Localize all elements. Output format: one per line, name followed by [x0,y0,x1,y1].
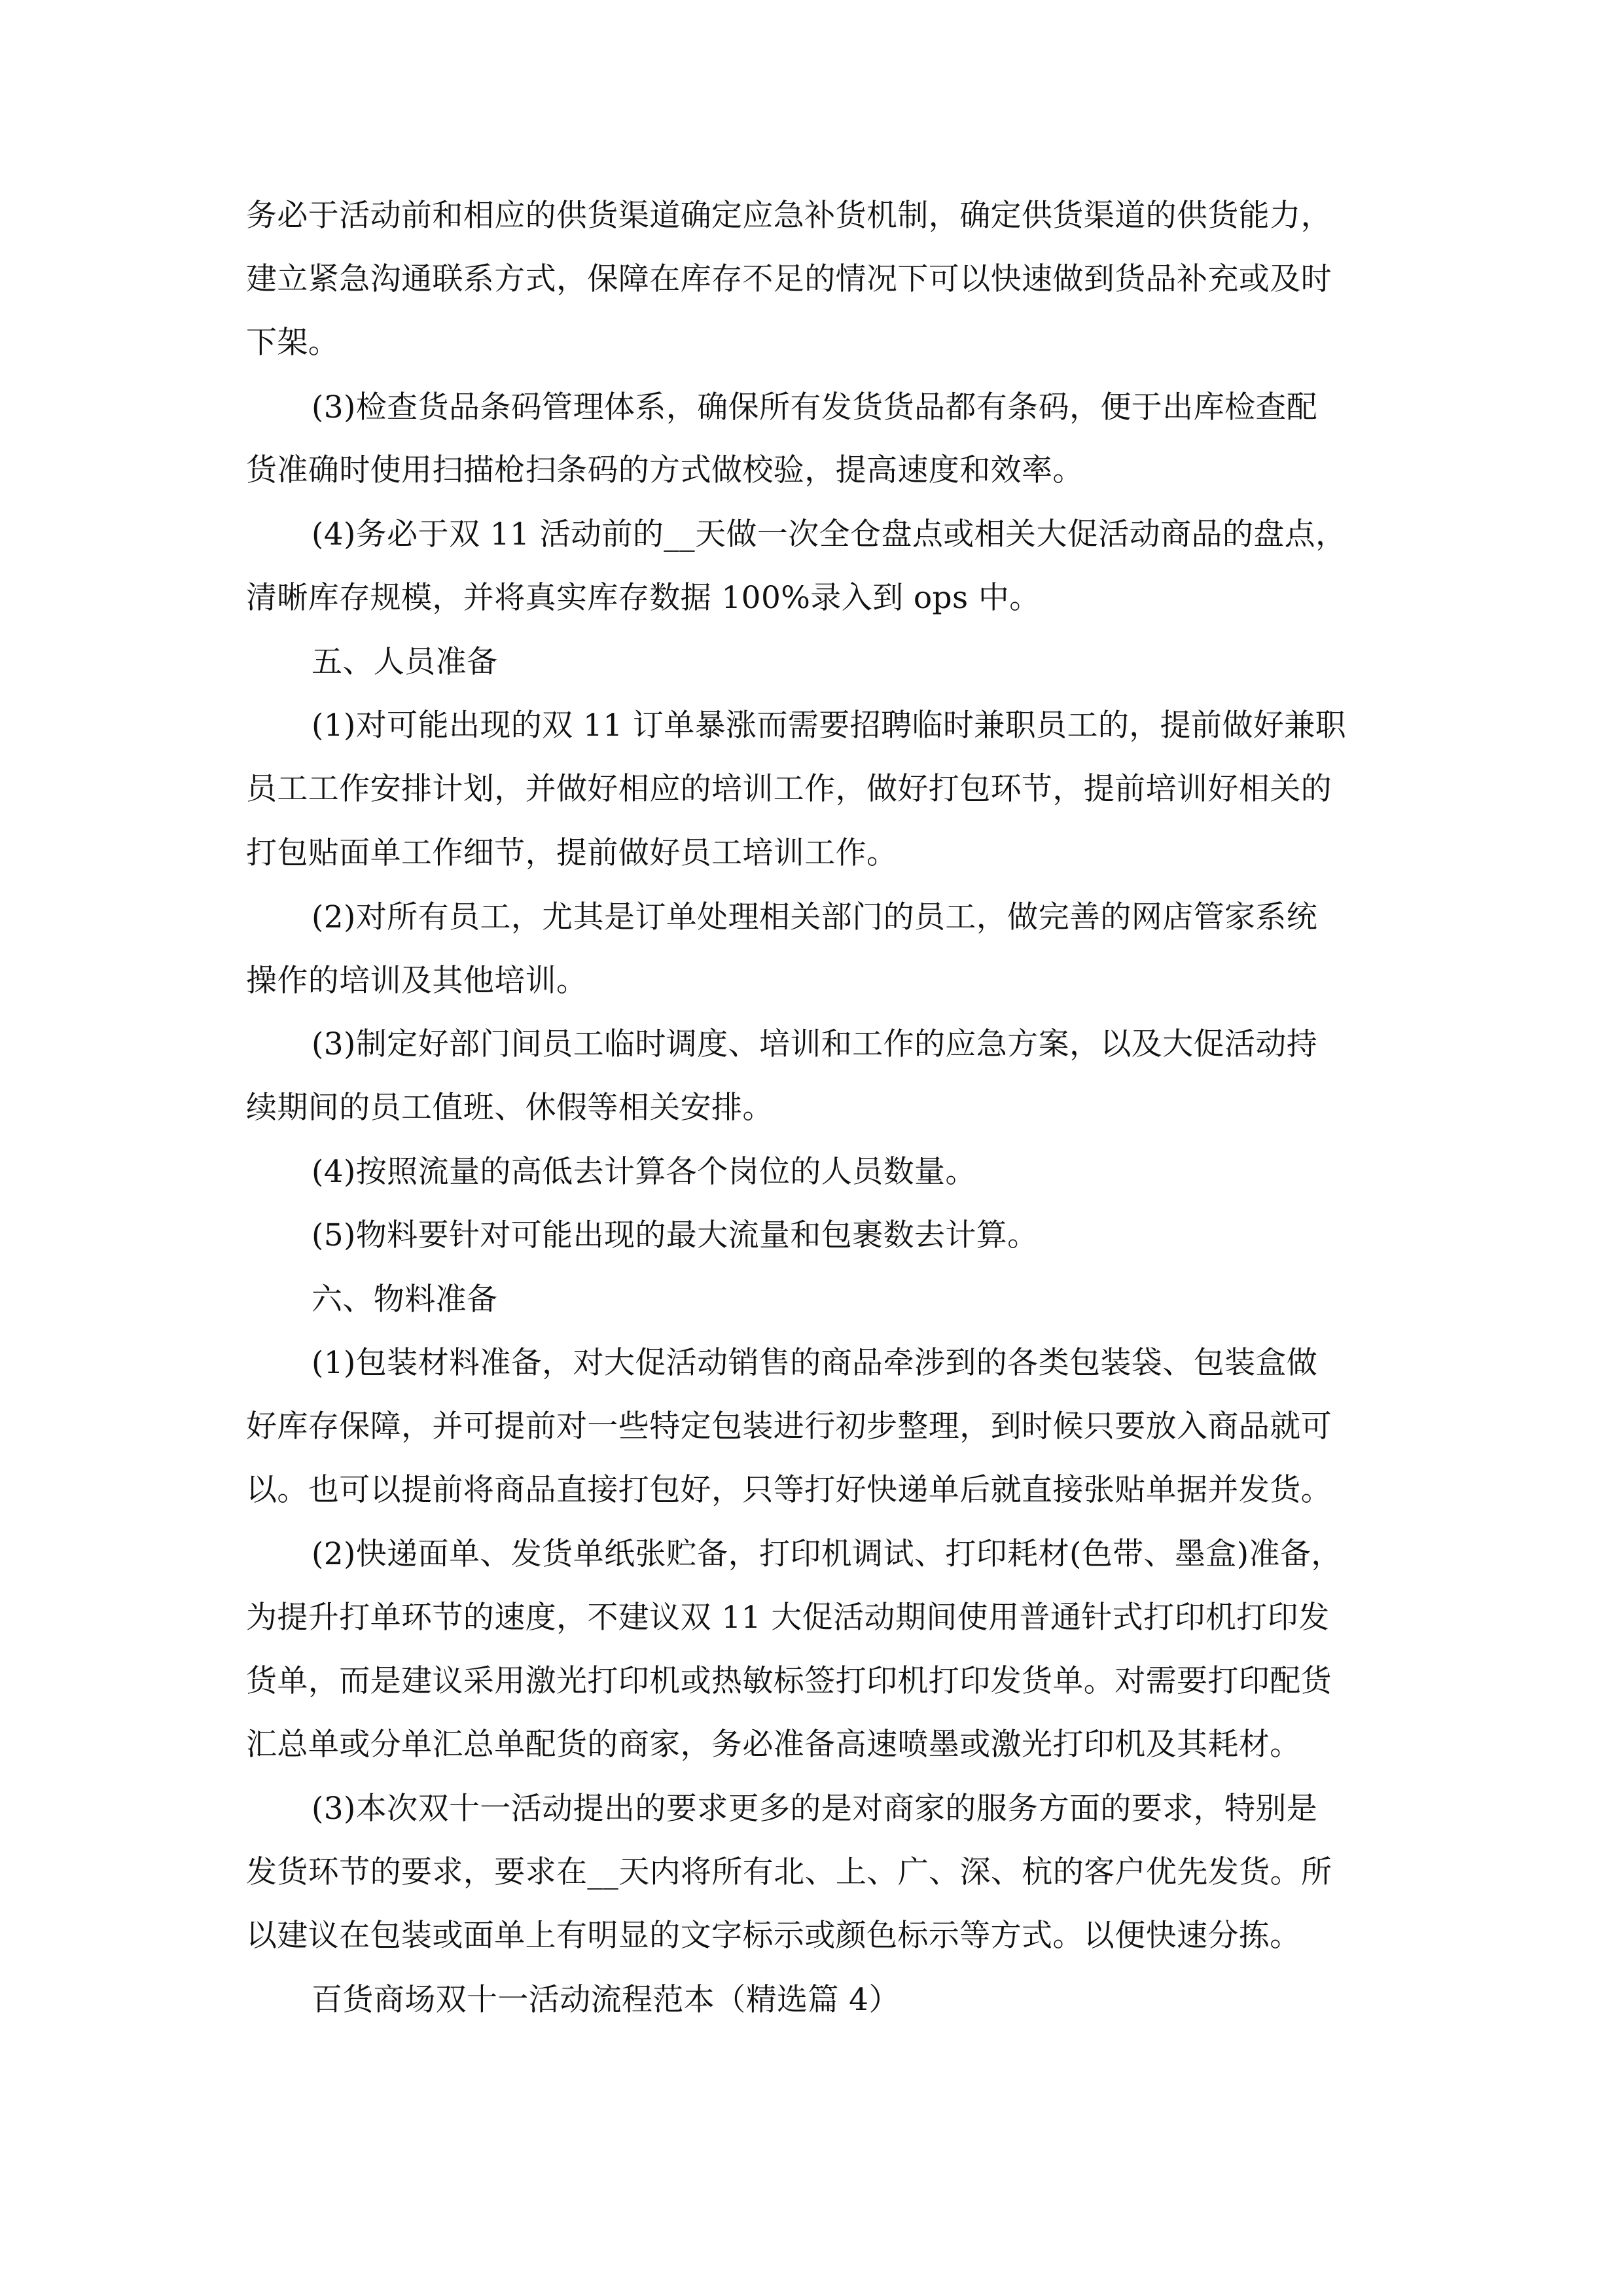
text-line: (1)包装材料准备，对大促活动销售的商品牵涉到的各类包装袋、包装盒做 [312,1345,1318,1381]
section-title: 百货商场双十一活动流程范本（精选篇 4） [312,1982,900,2018]
text-line: 务必于活动前和相应的供货渠道确定应急补货机制，确定供货渠道的供货能力， [246,198,1332,234]
text-line: (4)务必于双 11 活动前的__天做一次全仓盘点或相关大促活动商品的盘点， [312,516,1347,552]
section-heading: 六、物料准备 [312,1282,498,1318]
text-line: 货单，而是建议采用激光打印机或热敏标签打印机打印发货单。对需要打印配货 [246,1663,1332,1699]
text-line: (5)物料要针对可能出现的最大流量和包裹数去计算。 [312,1217,1039,1253]
text-line: 下架。 [246,325,340,361]
text-line: 货准确时使用扫描枪扫条码的方式做校验，提高速度和效率。 [246,452,1084,488]
text-line: 打包贴面单工作细节，提前做好员工培训工作。 [246,835,898,871]
text-line: 以建议在包装或面单上有明显的文字标示或颜色标示等方式。以便快速分拣。 [246,1918,1301,1954]
text-line: 清晰库存规模，并将真实库存数据 100%录入到 ops 中。 [246,580,1041,616]
text-line: (2)对所有员工，尤其是订单处理相关部门的员工，做完善的网店管家系统 [312,899,1318,935]
text-line: 员工工作安排计划，并做好相应的培训工作，做好打包环节，提前培训好相关的 [246,771,1332,807]
text-line: 为提升打单环节的速度，不建议双 11 大促活动期间使用普通针式打印机打印发 [246,1600,1330,1636]
section-heading: 五、人员准备 [312,644,498,680]
text-line: 续期间的员工值班、休假等相关安排。 [246,1090,774,1126]
text-line: 以。也可以提前将商品直接打包好，只等打好快递单后就直接张贴单据并发货。 [246,1472,1332,1508]
text-line: (3)制定好部门间员工临时调度、培训和工作的应急方案，以及大促活动持 [312,1026,1318,1062]
text-line: 发货环节的要求，要求在__天内将所有北、上、广、深、杭的客户优先发货。所 [246,1854,1332,1890]
text-line: 好库存保障，并可提前对一些特定包装进行初步整理，到时候只要放入商品就可 [246,1408,1332,1444]
text-line: (4)按照流量的高低去计算各个岗位的人员数量。 [312,1154,976,1190]
text-line: 操作的培训及其他培训。 [246,963,588,999]
text-line: 汇总单或分单汇总单配货的商家，务必准备高速喷墨或激光打印机及其耗材。 [246,1727,1301,1763]
text-line: (3)本次双十一活动提出的要求更多的是对商家的服务方面的要求，特别是 [312,1791,1318,1827]
text-line: (3)检查货品条码管理体系，确保所有发货货品都有条码，便于出库检查配 [312,389,1318,425]
text-line: (1)对可能出现的双 11 订单暴涨而需要招聘临时兼职员工的，提前做好兼职 [312,708,1347,744]
text-line: 建立紧急沟通联系方式，保障在库存不足的情况下可以快速做到货品补充或及时 [246,261,1332,297]
text-line: (2)快递面单、发货单纸张贮备，打印机调试、打印耗材(色带、墨盒)准备， [312,1536,1342,1572]
